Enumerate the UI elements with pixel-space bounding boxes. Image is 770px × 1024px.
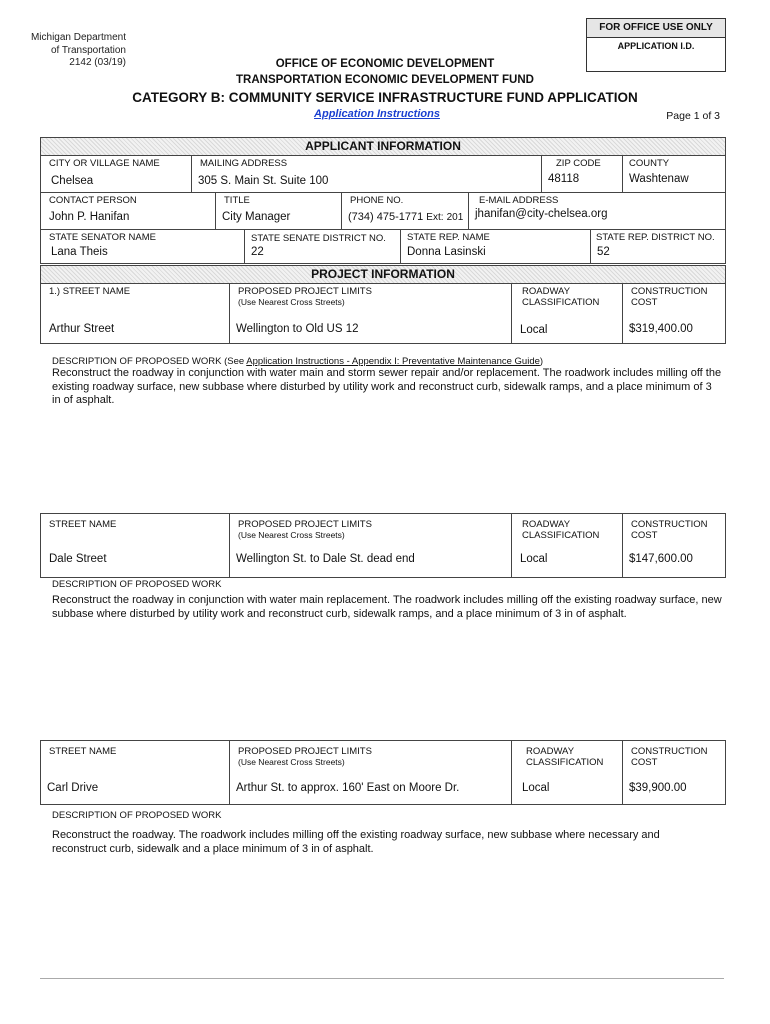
project-3-class-label1: ROADWAY xyxy=(526,746,575,757)
project-3-desc-label: DESCRIPTION OF PROPOSED WORK xyxy=(52,810,222,821)
applicant-row-3 xyxy=(40,229,726,264)
project-1-cost-cell[interactable] xyxy=(623,283,725,343)
phone-label: PHONE NO. xyxy=(350,195,404,206)
project-1-class-label2: CLASSIFICATION xyxy=(522,297,600,308)
project-1-desc-suffix: ) xyxy=(539,356,544,367)
project-1-cost-value: $319,400.00 xyxy=(629,323,693,335)
project-2-cost-label1: CONSTRUCTION xyxy=(631,519,708,530)
project-3-cost-label1: CONSTRUCTION xyxy=(631,746,708,757)
office-use-title: FOR OFFICE USE ONLY xyxy=(587,19,725,38)
project-3-cost-label2: COST xyxy=(631,757,658,768)
agency-name-line1: Michigan Department xyxy=(30,32,126,43)
project-1-street-label: 1.) STREET NAME xyxy=(49,286,131,297)
project-3-street-cell[interactable] xyxy=(41,741,230,804)
rep-district-value: 52 xyxy=(597,246,610,258)
fund-title: TRANSPORTATION ECONOMIC DEVELOPMENT FUND xyxy=(236,74,534,86)
applicant-section-header: APPLICANT INFORMATION xyxy=(40,137,726,156)
phone-value xyxy=(348,211,463,223)
rep-district-cell[interactable] xyxy=(591,229,725,263)
project-3-class-cell[interactable] xyxy=(512,741,623,804)
zip-label: ZIP CODE xyxy=(556,158,601,169)
email-label: E-MAIL ADDRESS xyxy=(479,195,559,206)
project-2-street-cell[interactable] xyxy=(41,514,230,577)
senate-district-cell[interactable] xyxy=(245,229,401,263)
office-title: OFFICE OF ECONOMIC DEVELOPMENT xyxy=(275,58,495,70)
phone-cell[interactable] xyxy=(342,192,469,229)
project-1-cost-label2: COST xyxy=(631,297,658,308)
project-2-street-value: Dale Street xyxy=(49,553,107,565)
rep-value: Donna Lasinski xyxy=(407,246,486,258)
contact-label: CONTACT PERSON xyxy=(49,195,137,206)
city-cell[interactable] xyxy=(41,155,192,192)
email-cell[interactable] xyxy=(469,192,725,229)
senate-district-value: 22 xyxy=(251,246,264,258)
rep-district-label: STATE REP. DISTRICT NO. xyxy=(596,232,715,243)
form-title: CATEGORY B: COMMUNITY SERVICE INFRASTRUCTURE FUND APPLICATION xyxy=(132,90,638,105)
project-3-cost-value: $39,900.00 xyxy=(629,782,687,794)
project-1-description[interactable]: Reconstruct the roadway in conjunction with water main and storm sewer repair and/or replacement. The roadwork includes milling off the existing roadway surface, new subbase where disturbed by utility work and reconstruct curb, sidewalk ramps, and a place minimum of 3 in of asphalt. xyxy=(52,367,722,406)
county-cell[interactable] xyxy=(623,155,725,192)
footer-divider xyxy=(40,978,724,979)
rep-label: STATE REP. NAME xyxy=(407,232,490,243)
phone-number: (734) 475-1771 xyxy=(348,211,424,223)
zip-cell[interactable] xyxy=(542,155,623,192)
mailing-value: 305 S. Main St. Suite 100 xyxy=(198,175,329,187)
project-1-class-value: Local xyxy=(520,324,548,336)
project-2-class-cell[interactable] xyxy=(512,514,623,577)
rep-cell[interactable] xyxy=(401,229,591,263)
county-value: Washtenaw xyxy=(629,173,689,185)
project-1-class-label1: ROADWAY xyxy=(522,286,571,297)
project-1-limits-label: PROPOSED PROJECT LIMITS xyxy=(238,286,372,297)
county-label: COUNTY xyxy=(629,158,670,169)
project-1-class-cell[interactable] xyxy=(512,283,623,343)
contact-cell[interactable] xyxy=(41,192,216,229)
project-3-class-value: Local xyxy=(522,782,550,794)
mailing-label: MAILING ADDRESS xyxy=(200,158,288,169)
project-1-row xyxy=(40,283,726,344)
project-1-limits-cell[interactable] xyxy=(230,283,512,343)
project-1-limits-sub: (Use Nearest Cross Streets) xyxy=(238,297,345,307)
project-section-header: PROJECT INFORMATION xyxy=(40,265,726,284)
city-label: CITY OR VILLAGE NAME xyxy=(49,158,160,169)
application-id-field[interactable]: APPLICATION I.D. xyxy=(617,41,695,51)
project-3-description[interactable]: Reconstruct the roadway. The roadwork includes milling off the existing roadway surface, new subbase where necessary and reconstruct curb, sidewalk and a place minimum of 3 in of asphalt. xyxy=(52,829,660,855)
project-3-limits-sub: (Use Nearest Cross Streets) xyxy=(238,757,345,767)
project-3-row xyxy=(40,740,726,805)
project-1-street-cell[interactable] xyxy=(41,283,230,343)
project-3-street-value: Carl Drive xyxy=(47,782,99,794)
project-2-limits-value: Wellington St. to Dale St. dead end xyxy=(236,553,415,565)
project-3-limits-value: Arthur St. to approx. 160' East on Moore Dr. xyxy=(236,782,460,794)
title-label: TITLE xyxy=(224,195,250,206)
city-value: Chelsea xyxy=(51,175,94,187)
project-2-street-label: STREET NAME xyxy=(49,519,117,530)
applicant-row-2 xyxy=(40,192,726,230)
project-1-desc-prefix: DESCRIPTION OF PROPOSED WORK (See xyxy=(52,356,247,367)
project-2-cost-label2: COST xyxy=(631,530,658,541)
project-1-limits-value: Wellington to Old US 12 xyxy=(236,323,359,335)
applicant-row-1 xyxy=(40,155,726,193)
project-2-class-value: Local xyxy=(520,553,548,565)
project-2-limits-label: PROPOSED PROJECT LIMITS xyxy=(238,519,372,530)
project-2-desc-label: DESCRIPTION OF PROPOSED WORK xyxy=(52,579,222,590)
project-2-row xyxy=(40,513,726,578)
mailing-cell[interactable] xyxy=(192,155,542,192)
contact-value: John P. Hanifan xyxy=(49,211,130,223)
project-1-desc-link[interactable]: Application Instructions - Appendix I: Preventative Maintenance Guide xyxy=(246,356,540,367)
ext-value: 201 xyxy=(446,212,464,223)
project-2-class-label2: CLASSIFICATION xyxy=(522,530,600,541)
instructions-link[interactable]: Application Instructions xyxy=(314,108,440,120)
senate-district-label: STATE SENATE DISTRICT NO. xyxy=(251,233,386,244)
senator-value: Lana Theis xyxy=(51,246,108,258)
project-2-limits-sub: (Use Nearest Cross Streets) xyxy=(238,530,345,540)
agency-name-line2: of Transportation xyxy=(50,44,126,56)
project-3-street-label: STREET NAME xyxy=(49,746,117,757)
senator-cell[interactable] xyxy=(41,229,245,263)
project-3-class-label2: CLASSIFICATION xyxy=(526,757,604,768)
title-cell[interactable] xyxy=(216,192,342,229)
email-value: jhanifan@city-chelsea.org xyxy=(475,208,608,220)
project-3-cost-cell[interactable] xyxy=(623,741,725,804)
project-2-description[interactable]: Reconstruct the roadway in conjunction with water main replacement. The roadwork includes milling off the existing roadway surface, new subbase where disturbed by utility work and reconstruct curb, sidewalk ramps, and a place minimum of 3 in of asphalt. xyxy=(52,594,722,620)
project-2-cost-cell[interactable] xyxy=(623,514,725,577)
project-3-limits-cell[interactable] xyxy=(230,741,512,804)
project-1-street-value: Arthur Street xyxy=(49,323,115,335)
page-number: Page 1 of 3 xyxy=(666,110,720,122)
project-1-cost-label1: CONSTRUCTION xyxy=(631,286,708,297)
senator-label: STATE SENATOR NAME xyxy=(49,232,156,243)
project-2-cost-value: $147,600.00 xyxy=(629,553,693,565)
project-2-class-label1: ROADWAY xyxy=(522,519,571,530)
title-value: City Manager xyxy=(222,211,291,223)
ext-label: Ext: xyxy=(426,212,444,223)
project-2-limits-cell[interactable] xyxy=(230,514,512,577)
form-number: 2142 (03/19) xyxy=(69,57,126,68)
zip-value: 48118 xyxy=(548,173,580,185)
project-3-limits-label: PROPOSED PROJECT LIMITS xyxy=(238,746,372,757)
